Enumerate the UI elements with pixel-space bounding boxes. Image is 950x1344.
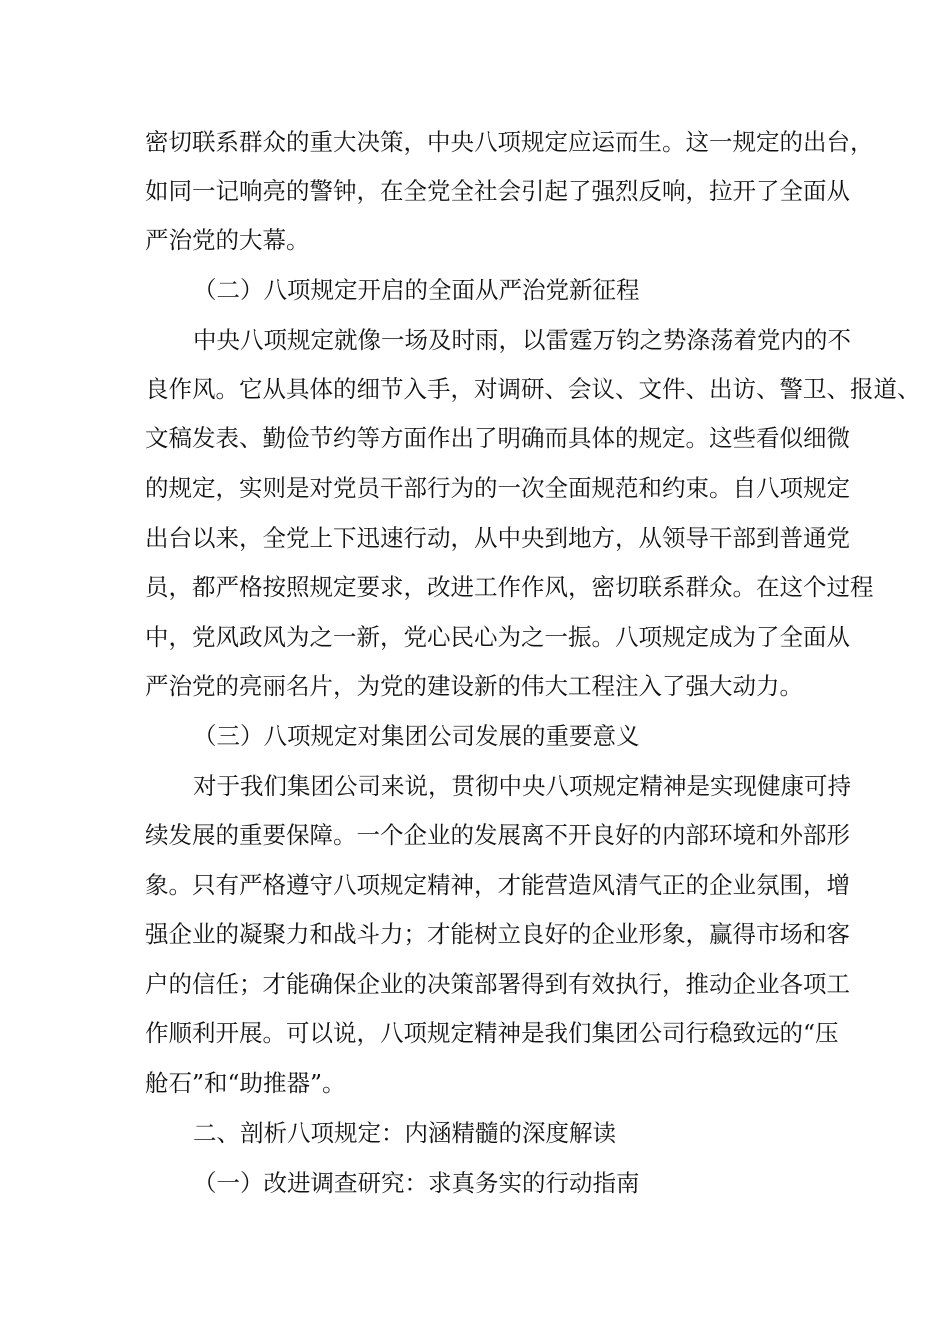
subheading-significance-for-group: （三）八项规定对集团公司发展的重要意义 xyxy=(193,722,640,750)
paragraph-line: 对于我们集团公司来说，贯彻中央八项规定精神是实现健康可持 xyxy=(193,772,851,800)
paragraph-line: 的规定，实则是对党员干部行为的一次全面规范和约束。自八项规定 xyxy=(145,474,850,502)
paragraph-line: 户的信任；才能确保企业的决策部署得到有效执行，推动企业各项工 xyxy=(145,970,850,998)
paragraph-line: 员，都严格按照规定要求，改进工作作风，密切联系群众。在这个过程 xyxy=(145,573,874,601)
paragraph-line: 作顺利开展。可以说，八项规定精神是我们集团公司行稳致远的“压 xyxy=(145,1019,839,1047)
paragraph-line: 良作风。它从具体的细节入手，对调研、会议、文件、出访、警卫、报道、 xyxy=(145,375,921,403)
paragraph-line: 文稿发表、勤俭节约等方面作出了明确而具体的规定。这些看似细微 xyxy=(145,424,850,452)
section-heading-analysis: 二、剖析八项规定：内涵精髓的深度解读 xyxy=(193,1119,616,1147)
paragraph-line: 舱石”和“助推器”。 xyxy=(145,1069,346,1097)
paragraph-line: 强企业的凝聚力和战斗力；才能树立良好的企业形象，赢得市场和客 xyxy=(145,920,850,948)
paragraph-line: 象。只有严格遵守八项规定精神，才能营造风清气正的企业氛围，增 xyxy=(145,871,850,899)
paragraph-line: 中央八项规定就像一场及时雨，以雷霆万钧之势涤荡着党内的不 xyxy=(193,326,851,354)
paragraph-line: 出台以来，全党上下迅速行动，从中央到地方，从领导干部到普通党 xyxy=(145,524,850,552)
paragraph-line: 续发展的重要保障。一个企业的发展离不开良好的内部环境和外部形 xyxy=(145,821,850,849)
subheading-eight-rules-new-journey: （二）八项规定开启的全面从严治党新征程 xyxy=(193,276,640,304)
paragraph-line: 密切联系群众的重大决策，中央八项规定应运而生。这一规定的出台， xyxy=(145,128,874,156)
paragraph-line: 严治党的亮丽名片，为党的建设新的伟大工程注入了强大动力。 xyxy=(145,672,803,700)
paragraph-line: 如同一记响亮的警钟，在全党全社会引起了强烈反响，拉开了全面从 xyxy=(145,177,850,205)
subheading-improve-research: （一）改进调查研究：求真务实的行动指南 xyxy=(193,1169,640,1197)
paragraph-line: 中，党风政风为之一新，党心民心为之一振。八项规定成为了全面从 xyxy=(145,623,850,651)
paragraph-line: 严治党的大幕。 xyxy=(145,226,310,254)
